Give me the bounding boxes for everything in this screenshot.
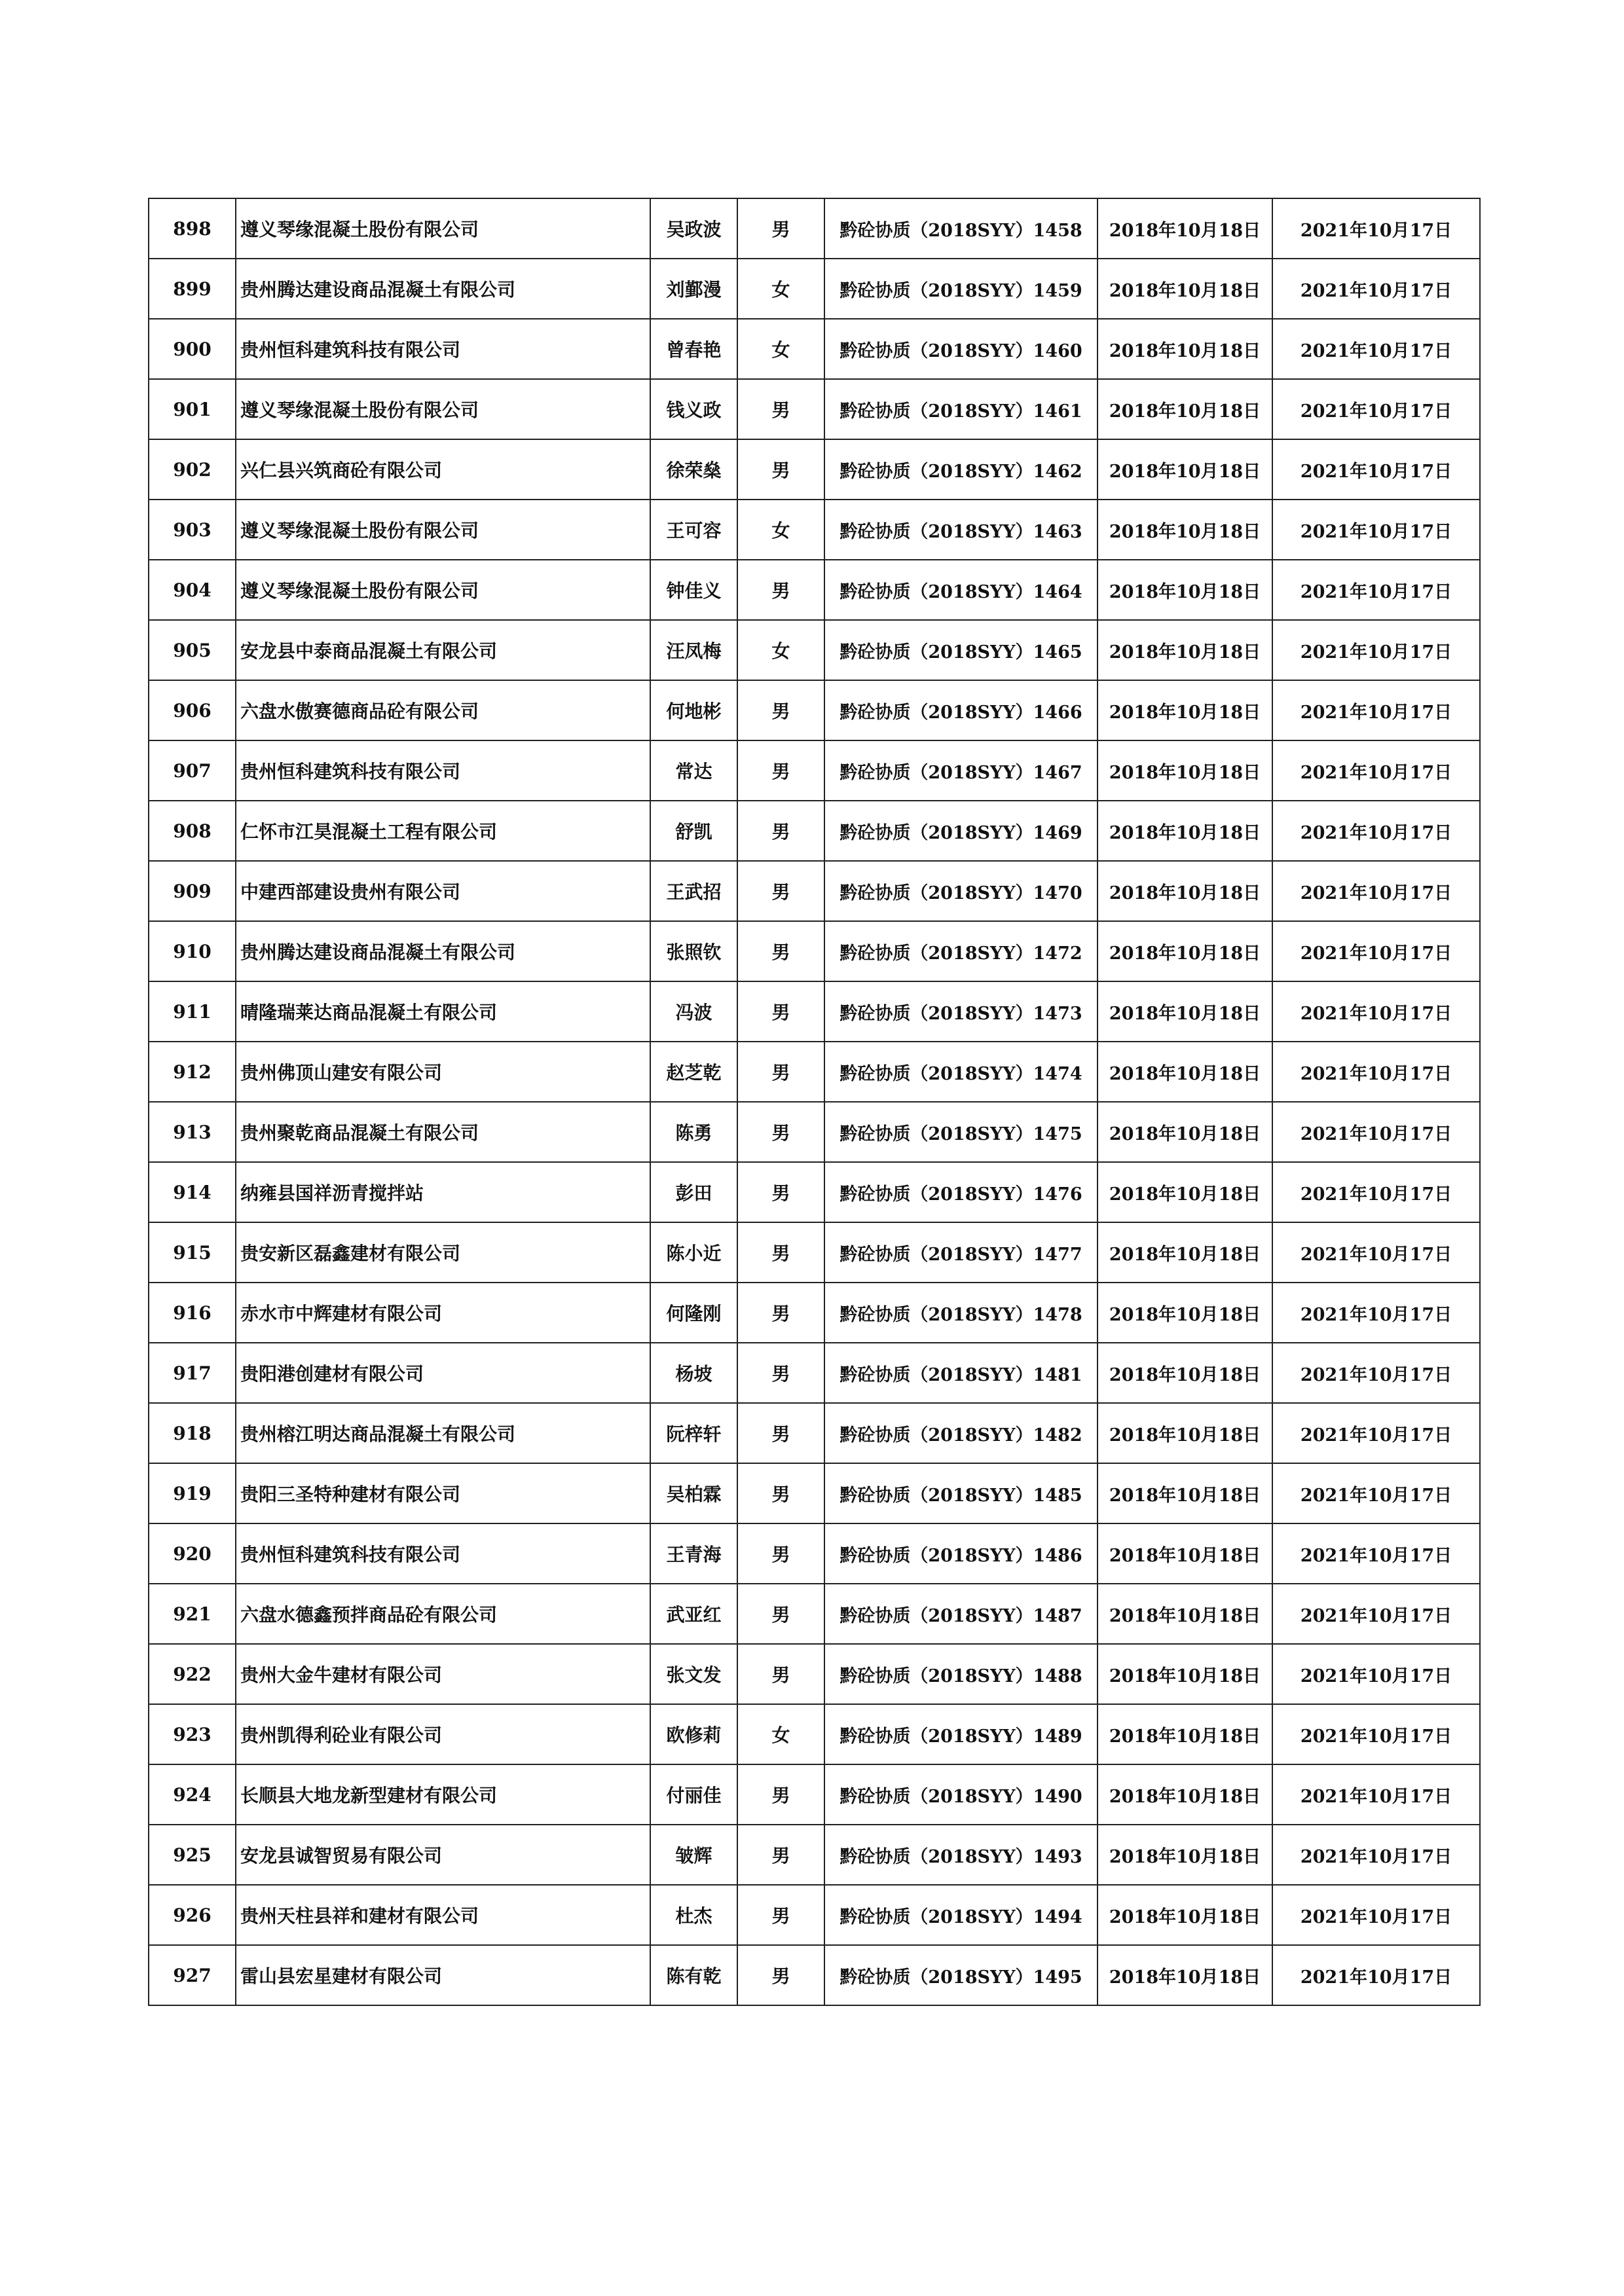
gender-cell: 男 — [737, 1343, 824, 1403]
table-body — [149, 198, 1480, 2005]
gender-cell: 男 — [737, 680, 824, 740]
company-cell: 遵义琴缘混凝土股份有限公司 — [236, 560, 650, 620]
issue-date-cell: 2018年10月18日 — [1098, 921, 1272, 981]
expiry-date-cell: 2021年10月17日 — [1272, 259, 1480, 319]
issue-date-cell: 2018年10月18日 — [1098, 861, 1272, 921]
expiry-date-cell: 2021年10月17日 — [1272, 1885, 1480, 1945]
issue-date-cell: 2018年10月18日 — [1098, 1403, 1272, 1463]
expiry-date-cell: 2021年10月17日 — [1272, 801, 1480, 861]
row-number-cell: 911 — [149, 981, 236, 1042]
company-cell: 贵州大金牛建材有限公司 — [236, 1644, 650, 1704]
certificate-number-cell: 黔砼协质（2018SYY）1489 — [824, 1704, 1098, 1764]
company-cell: 贵阳三圣特种建材有限公司 — [236, 1463, 650, 1523]
person-name-cell: 冯波 — [650, 981, 737, 1042]
person-name-cell: 何地彬 — [650, 680, 737, 740]
table-row — [149, 500, 1480, 560]
person-name-cell: 付丽佳 — [650, 1764, 737, 1825]
expiry-date-cell: 2021年10月17日 — [1272, 1283, 1480, 1343]
person-name-cell: 王可容 — [650, 500, 737, 560]
company-cell: 雷山县宏星建材有限公司 — [236, 1945, 650, 2005]
issue-date-cell: 2018年10月18日 — [1098, 1704, 1272, 1764]
expiry-date-cell: 2021年10月17日 — [1272, 1162, 1480, 1222]
certificate-number-cell: 黔砼协质（2018SYY）1486 — [824, 1523, 1098, 1584]
table-row — [149, 1162, 1480, 1222]
row-number-cell: 905 — [149, 620, 236, 680]
row-number-cell: 923 — [149, 1704, 236, 1764]
table-row — [149, 1704, 1480, 1764]
row-number-cell: 926 — [149, 1885, 236, 1945]
company-cell: 兴仁县兴筑商砼有限公司 — [236, 439, 650, 500]
issue-date-cell: 2018年10月18日 — [1098, 1885, 1272, 1945]
table-row — [149, 740, 1480, 801]
company-cell: 晴隆瑞莱达商品混凝土有限公司 — [236, 981, 650, 1042]
gender-cell: 男 — [737, 198, 824, 259]
expiry-date-cell: 2021年10月17日 — [1272, 1644, 1480, 1704]
certificate-number-cell: 黔砼协质（2018SYY）1493 — [824, 1825, 1098, 1885]
issue-date-cell: 2018年10月18日 — [1098, 680, 1272, 740]
issue-date-cell: 2018年10月18日 — [1098, 1042, 1272, 1102]
row-number-cell: 907 — [149, 740, 236, 801]
expiry-date-cell: 2021年10月17日 — [1272, 1343, 1480, 1403]
gender-cell: 男 — [737, 1584, 824, 1644]
row-number-cell: 909 — [149, 861, 236, 921]
person-name-cell: 汪凤梅 — [650, 620, 737, 680]
person-name-cell: 赵芝乾 — [650, 1042, 737, 1102]
gender-cell: 男 — [737, 1403, 824, 1463]
row-number-cell: 899 — [149, 259, 236, 319]
gender-cell: 女 — [737, 259, 824, 319]
issue-date-cell: 2018年10月18日 — [1098, 1644, 1272, 1704]
row-number-cell: 901 — [149, 379, 236, 439]
company-cell: 贵州聚乾商品混凝土有限公司 — [236, 1102, 650, 1162]
table-row — [149, 259, 1480, 319]
person-name-cell: 武亚红 — [650, 1584, 737, 1644]
row-number-cell: 916 — [149, 1283, 236, 1343]
gender-cell: 男 — [737, 560, 824, 620]
gender-cell: 男 — [737, 1162, 824, 1222]
gender-cell: 女 — [737, 1704, 824, 1764]
person-name-cell: 杨坡 — [650, 1343, 737, 1403]
expiry-date-cell: 2021年10月17日 — [1272, 1463, 1480, 1523]
gender-cell: 男 — [737, 439, 824, 500]
certificate-number-cell: 黔砼协质（2018SYY）1469 — [824, 801, 1098, 861]
certificate-number-cell: 黔砼协质（2018SYY）1482 — [824, 1403, 1098, 1463]
row-number-cell: 918 — [149, 1403, 236, 1463]
person-name-cell: 阮梓轩 — [650, 1403, 737, 1463]
table-row — [149, 1463, 1480, 1523]
row-number-cell: 915 — [149, 1222, 236, 1283]
expiry-date-cell: 2021年10月17日 — [1272, 1102, 1480, 1162]
gender-cell: 男 — [737, 1523, 824, 1584]
gender-cell: 男 — [737, 1764, 824, 1825]
company-cell: 贵州恒科建筑科技有限公司 — [236, 319, 650, 379]
table-row — [149, 560, 1480, 620]
expiry-date-cell: 2021年10月17日 — [1272, 560, 1480, 620]
company-cell: 仁怀市江昊混凝土工程有限公司 — [236, 801, 650, 861]
expiry-date-cell: 2021年10月17日 — [1272, 921, 1480, 981]
table-row — [149, 981, 1480, 1042]
issue-date-cell: 2018年10月18日 — [1098, 439, 1272, 500]
certificate-number-cell: 黔砼协质（2018SYY）1474 — [824, 1042, 1098, 1102]
person-name-cell: 吴柏霖 — [650, 1463, 737, 1523]
gender-cell: 男 — [737, 1825, 824, 1885]
row-number-cell: 903 — [149, 500, 236, 560]
gender-cell: 男 — [737, 1945, 824, 2005]
certificate-number-cell: 黔砼协质（2018SYY）1461 — [824, 379, 1098, 439]
issue-date-cell: 2018年10月18日 — [1098, 1162, 1272, 1222]
gender-cell: 男 — [737, 1222, 824, 1283]
company-cell: 六盘水德鑫预拌商品砼有限公司 — [236, 1584, 650, 1644]
company-cell: 贵州腾达建设商品混凝土有限公司 — [236, 259, 650, 319]
expiry-date-cell: 2021年10月17日 — [1272, 1222, 1480, 1283]
row-number-cell: 910 — [149, 921, 236, 981]
issue-date-cell: 2018年10月18日 — [1098, 1764, 1272, 1825]
certificate-number-cell: 黔砼协质（2018SYY）1481 — [824, 1343, 1098, 1403]
person-name-cell: 王武招 — [650, 861, 737, 921]
company-cell: 遵义琴缘混凝土股份有限公司 — [236, 198, 650, 259]
table-row — [149, 1825, 1480, 1885]
expiry-date-cell: 2021年10月17日 — [1272, 1764, 1480, 1825]
issue-date-cell: 2018年10月18日 — [1098, 1283, 1272, 1343]
table-row — [149, 319, 1480, 379]
issue-date-cell: 2018年10月18日 — [1098, 560, 1272, 620]
certificate-number-cell: 黔砼协质（2018SYY）1488 — [824, 1644, 1098, 1704]
issue-date-cell: 2018年10月18日 — [1098, 1825, 1272, 1885]
certificate-number-cell: 黔砼协质（2018SYY）1487 — [824, 1584, 1098, 1644]
expiry-date-cell: 2021年10月17日 — [1272, 439, 1480, 500]
row-number-cell: 927 — [149, 1945, 236, 2005]
certificate-number-cell: 黔砼协质（2018SYY）1458 — [824, 198, 1098, 259]
table-row — [149, 1042, 1480, 1102]
row-number-cell: 920 — [149, 1523, 236, 1584]
expiry-date-cell: 2021年10月17日 — [1272, 1945, 1480, 2005]
issue-date-cell: 2018年10月18日 — [1098, 1102, 1272, 1162]
certificate-number-cell: 黔砼协质（2018SYY）1477 — [824, 1222, 1098, 1283]
issue-date-cell: 2018年10月18日 — [1098, 1523, 1272, 1584]
table-row — [149, 439, 1480, 500]
certificate-number-cell: 黔砼协质（2018SYY）1472 — [824, 921, 1098, 981]
row-number-cell: 919 — [149, 1463, 236, 1523]
expiry-date-cell: 2021年10月17日 — [1272, 500, 1480, 560]
company-cell: 安龙县诚智贸易有限公司 — [236, 1825, 650, 1885]
gender-cell: 男 — [737, 801, 824, 861]
issue-date-cell: 2018年10月18日 — [1098, 801, 1272, 861]
certificate-number-cell: 黔砼协质（2018SYY）1467 — [824, 740, 1098, 801]
person-name-cell: 皱辉 — [650, 1825, 737, 1885]
person-name-cell: 欧修莉 — [650, 1704, 737, 1764]
table-row — [149, 1945, 1480, 2005]
row-number-cell: 898 — [149, 198, 236, 259]
table-row — [149, 801, 1480, 861]
gender-cell: 男 — [737, 1463, 824, 1523]
issue-date-cell: 2018年10月18日 — [1098, 319, 1272, 379]
company-cell: 中建西部建设贵州有限公司 — [236, 861, 650, 921]
certificate-number-cell: 黔砼协质（2018SYY）1466 — [824, 680, 1098, 740]
person-name-cell: 刘鄞漫 — [650, 259, 737, 319]
expiry-date-cell: 2021年10月17日 — [1272, 981, 1480, 1042]
table-row — [149, 861, 1480, 921]
company-cell: 贵州凯得利砼业有限公司 — [236, 1704, 650, 1764]
row-number-cell: 906 — [149, 680, 236, 740]
person-name-cell: 陈勇 — [650, 1102, 737, 1162]
person-name-cell: 张文发 — [650, 1644, 737, 1704]
expiry-date-cell: 2021年10月17日 — [1272, 1403, 1480, 1463]
issue-date-cell: 2018年10月18日 — [1098, 198, 1272, 259]
certificate-number-cell: 黔砼协质（2018SYY）1478 — [824, 1283, 1098, 1343]
gender-cell: 男 — [737, 1283, 824, 1343]
company-cell: 遵义琴缘混凝土股份有限公司 — [236, 379, 650, 439]
table-row — [149, 1523, 1480, 1584]
row-number-cell: 924 — [149, 1764, 236, 1825]
company-cell: 六盘水傲赛德商品砼有限公司 — [236, 680, 650, 740]
certificate-number-cell: 黔砼协质（2018SYY）1459 — [824, 259, 1098, 319]
person-name-cell: 杜杰 — [650, 1885, 737, 1945]
company-cell: 纳雍县国祥沥青搅拌站 — [236, 1162, 650, 1222]
certificate-number-cell: 黔砼协质（2018SYY）1470 — [824, 861, 1098, 921]
issue-date-cell: 2018年10月18日 — [1098, 740, 1272, 801]
expiry-date-cell: 2021年10月17日 — [1272, 861, 1480, 921]
row-number-cell: 900 — [149, 319, 236, 379]
row-number-cell: 904 — [149, 560, 236, 620]
expiry-date-cell: 2021年10月17日 — [1272, 1523, 1480, 1584]
table-row — [149, 1102, 1480, 1162]
issue-date-cell: 2018年10月18日 — [1098, 1343, 1272, 1403]
company-cell: 遵义琴缘混凝土股份有限公司 — [236, 500, 650, 560]
table-row — [149, 198, 1480, 259]
table-row — [149, 921, 1480, 981]
issue-date-cell: 2018年10月18日 — [1098, 500, 1272, 560]
gender-cell: 男 — [737, 379, 824, 439]
expiry-date-cell: 2021年10月17日 — [1272, 680, 1480, 740]
person-name-cell: 吴政波 — [650, 198, 737, 259]
issue-date-cell: 2018年10月18日 — [1098, 379, 1272, 439]
row-number-cell: 912 — [149, 1042, 236, 1102]
expiry-date-cell: 2021年10月17日 — [1272, 1825, 1480, 1885]
company-cell: 贵州佛顶山建安有限公司 — [236, 1042, 650, 1102]
table-row — [149, 1222, 1480, 1283]
expiry-date-cell: 2021年10月17日 — [1272, 1042, 1480, 1102]
gender-cell: 男 — [737, 1042, 824, 1102]
gender-cell: 女 — [737, 500, 824, 560]
issue-date-cell: 2018年10月18日 — [1098, 259, 1272, 319]
expiry-date-cell: 2021年10月17日 — [1272, 1704, 1480, 1764]
table-row — [149, 1283, 1480, 1343]
certificate-number-cell: 黔砼协质（2018SYY）1476 — [824, 1162, 1098, 1222]
gender-cell: 男 — [737, 861, 824, 921]
table-row — [149, 1584, 1480, 1644]
company-cell: 贵安新区磊鑫建材有限公司 — [236, 1222, 650, 1283]
person-name-cell: 舒凯 — [650, 801, 737, 861]
person-name-cell: 张照钦 — [650, 921, 737, 981]
issue-date-cell: 2018年10月18日 — [1098, 1222, 1272, 1283]
row-number-cell: 922 — [149, 1644, 236, 1704]
gender-cell: 男 — [737, 981, 824, 1042]
row-number-cell: 925 — [149, 1825, 236, 1885]
certificate-number-cell: 黔砼协质（2018SYY）1465 — [824, 620, 1098, 680]
table-row — [149, 1764, 1480, 1825]
table-row — [149, 1644, 1480, 1704]
person-name-cell: 何隆刚 — [650, 1283, 737, 1343]
company-cell: 贵州恒科建筑科技有限公司 — [236, 740, 650, 801]
row-number-cell: 908 — [149, 801, 236, 861]
row-number-cell: 914 — [149, 1162, 236, 1222]
certificate-number-cell: 黔砼协质（2018SYY）1494 — [824, 1885, 1098, 1945]
expiry-date-cell: 2021年10月17日 — [1272, 1584, 1480, 1644]
expiry-date-cell: 2021年10月17日 — [1272, 198, 1480, 259]
gender-cell: 男 — [737, 1102, 824, 1162]
person-name-cell: 常达 — [650, 740, 737, 801]
company-cell: 长顺县大地龙新型建材有限公司 — [236, 1764, 650, 1825]
table-row — [149, 1403, 1480, 1463]
table-row — [149, 1885, 1480, 1945]
certificate-number-cell: 黔砼协质（2018SYY）1485 — [824, 1463, 1098, 1523]
company-cell: 安龙县中泰商品混凝土有限公司 — [236, 620, 650, 680]
row-number-cell: 913 — [149, 1102, 236, 1162]
company-cell: 赤水市中辉建材有限公司 — [236, 1283, 650, 1343]
certificate-number-cell: 黔砼协质（2018SYY）1460 — [824, 319, 1098, 379]
gender-cell: 男 — [737, 1885, 824, 1945]
issue-date-cell: 2018年10月18日 — [1098, 1584, 1272, 1644]
table-row — [149, 620, 1480, 680]
gender-cell: 男 — [737, 1644, 824, 1704]
row-number-cell: 917 — [149, 1343, 236, 1403]
person-name-cell: 钱义政 — [650, 379, 737, 439]
person-name-cell: 彭田 — [650, 1162, 737, 1222]
certificate-number-cell: 黔砼协质（2018SYY）1495 — [824, 1945, 1098, 2005]
expiry-date-cell: 2021年10月17日 — [1272, 379, 1480, 439]
issue-date-cell: 2018年10月18日 — [1098, 1463, 1272, 1523]
person-name-cell: 王青海 — [650, 1523, 737, 1584]
certificate-table — [148, 198, 1481, 2006]
certificate-number-cell: 黔砼协质（2018SYY）1490 — [824, 1764, 1098, 1825]
person-name-cell: 曾春艳 — [650, 319, 737, 379]
person-name-cell: 陈有乾 — [650, 1945, 737, 2005]
person-name-cell: 徐荣燊 — [650, 439, 737, 500]
person-name-cell: 钟佳义 — [650, 560, 737, 620]
table-row — [149, 680, 1480, 740]
issue-date-cell: 2018年10月18日 — [1098, 981, 1272, 1042]
company-cell: 贵州榕江明达商品混凝土有限公司 — [236, 1403, 650, 1463]
person-name-cell: 陈小近 — [650, 1222, 737, 1283]
expiry-date-cell: 2021年10月17日 — [1272, 319, 1480, 379]
expiry-date-cell: 2021年10月17日 — [1272, 740, 1480, 801]
table-row — [149, 1343, 1480, 1403]
gender-cell: 女 — [737, 620, 824, 680]
certificate-number-cell: 黔砼协质（2018SYY）1462 — [824, 439, 1098, 500]
table-row — [149, 379, 1480, 439]
gender-cell: 男 — [737, 921, 824, 981]
certificate-number-cell: 黔砼协质（2018SYY）1475 — [824, 1102, 1098, 1162]
certificate-number-cell: 黔砼协质（2018SYY）1473 — [824, 981, 1098, 1042]
company-cell: 贵州腾达建设商品混凝土有限公司 — [236, 921, 650, 981]
gender-cell: 女 — [737, 319, 824, 379]
certificate-number-cell: 黔砼协质（2018SYY）1463 — [824, 500, 1098, 560]
row-number-cell: 921 — [149, 1584, 236, 1644]
gender-cell: 男 — [737, 740, 824, 801]
company-cell: 贵州天柱县祥和建材有限公司 — [236, 1885, 650, 1945]
expiry-date-cell: 2021年10月17日 — [1272, 620, 1480, 680]
row-number-cell: 902 — [149, 439, 236, 500]
certificate-number-cell: 黔砼协质（2018SYY）1464 — [824, 560, 1098, 620]
company-cell: 贵州恒科建筑科技有限公司 — [236, 1523, 650, 1584]
company-cell: 贵阳港创建材有限公司 — [236, 1343, 650, 1403]
issue-date-cell: 2018年10月18日 — [1098, 620, 1272, 680]
issue-date-cell: 2018年10月18日 — [1098, 1945, 1272, 2005]
